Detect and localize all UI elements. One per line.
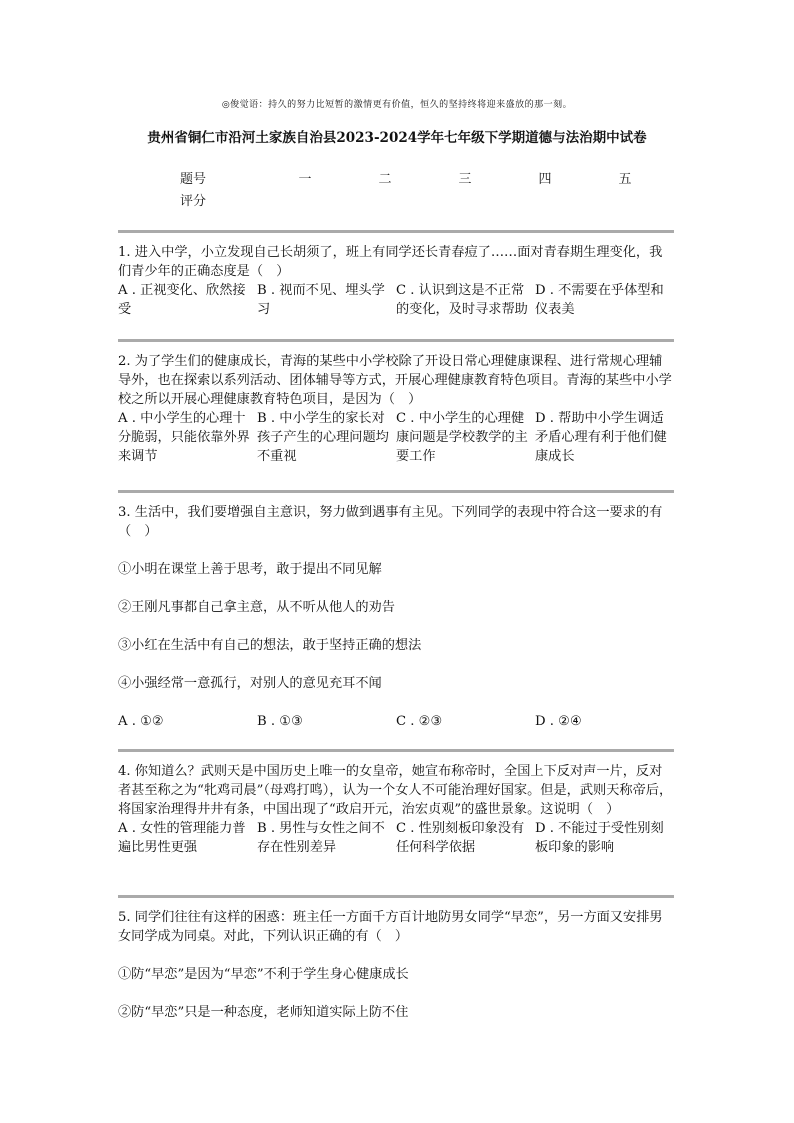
question-stem: 2. 为了学生们的健康成长，青海的某些中小学校除了开设日常心理健康课程、进行常规心理辅导外，也在探索以系列活动、团体辅导等方式，开展心理健康教育特色项目。青海的某些中小学校之所以开展心理健康教育特色项目，是因为（ ）	[118, 354, 672, 407]
column-1: 一	[298, 171, 312, 187]
option-c[interactable]: C . 认识到这是不正常的变化，及时寻求帮助	[396, 283, 528, 317]
divider	[118, 749, 674, 752]
option-b[interactable]: B . 视而不见、埋头学习	[257, 283, 385, 317]
options-row	[118, 819, 674, 857]
options-row	[118, 712, 674, 731]
option-a[interactable]: A . 正视变化、欣然接受	[118, 283, 246, 317]
statement-item: ④小强经常一意孤行，对别人的意见充耳不闻	[118, 676, 382, 691]
divider	[118, 339, 674, 342]
statement-item: ③小红在生活中有自己的想法，敢于坚持正确的想法	[118, 638, 422, 653]
exam-title: 贵州省铜仁市沿河土家族自治县2023-2024学年七年级下学期道德与法治期中试卷	[147, 130, 647, 146]
question-stem: 3. 生活中，我们要增强自主意识，努力做到遇事有主见。下列同学的表现中符合这一要求的有（ ）	[118, 505, 663, 539]
question-5	[118, 895, 674, 1022]
option-a[interactable]: A . 中小学生的心理十分脆弱，只能依靠外界来调节	[118, 411, 250, 464]
option-b[interactable]: B . ①③	[257, 714, 303, 729]
column-3: 三	[458, 171, 472, 187]
row-label-score: 评分	[180, 193, 207, 209]
divider	[118, 230, 674, 233]
statement-item: ①防“早恋”是因为“早恋”不利于学生身心健康成长	[118, 967, 409, 982]
statement-item: ②防“早恋”只是一种态度，老师知道实际上防不住	[118, 1005, 409, 1020]
option-a[interactable]: A . 女性的管理能力普遍比男性更强	[118, 821, 246, 855]
options-row	[118, 409, 674, 466]
question-2	[118, 339, 674, 466]
column-2: 二	[378, 171, 392, 187]
question-1	[118, 230, 674, 319]
column-5: 五	[618, 171, 632, 187]
statement-item: ①小明在课堂上善于思考，敢于提出不同见解	[118, 562, 382, 577]
option-c[interactable]: C . ②③	[396, 714, 443, 729]
score-header-row	[180, 166, 665, 188]
question-stem: 5. 同学们往往有这样的困惑：班主任一方面千方百计地防男女同学“早恋”，另一方面又安排男女同学成为同桌。对此，下列认识正确的有（ ）	[118, 910, 663, 944]
option-d[interactable]: D . ②④	[535, 714, 582, 729]
motto-line: ◎俊觉语：持久的努力比短暂的激情更有价值，恒久的坚持终将迎来盛放的那一刻。	[221, 100, 573, 110]
question-stem: 4. 你知道么？武则天是中国历史上唯一的女皇帝，她宣布称帝时，全国上下反对声一片，反对者甚至称之为“牝鸡司晨”（母鸡打鸣），认为一个女人不可能治理好国家。但是，武则天称帝后，将国家治理得井井有条，中国出现了“政启开元，治宏贞观”的盛世景象。这说明（ ）	[118, 764, 673, 817]
column-4: 四	[538, 171, 552, 187]
option-c[interactable]: C . 性别刻板印象没有任何科学依据	[396, 821, 525, 855]
option-b[interactable]: B . 中小学生的家长对孩子产生的心理问题均不重视	[257, 411, 389, 464]
option-d[interactable]: D . 帮助中小学生调适矛盾心理有利于他们健康成长	[535, 411, 667, 464]
score-table	[180, 166, 665, 210]
option-a[interactable]: A . ①②	[118, 714, 164, 729]
divider	[118, 895, 674, 898]
row-label-question-no: 题号	[180, 171, 207, 187]
option-d[interactable]: D . 不需要在乎体型和仪表美	[535, 283, 664, 317]
score-row	[180, 188, 665, 210]
option-c[interactable]: C . 中小学生的心理健康问题是学校教学的主要工作	[396, 411, 528, 464]
options-row	[118, 281, 674, 319]
question-stem: 1. 进入中学，小立发现自己长胡须了，班上有同学还长青春痘了……面对青春期生理变化，我们青少年的正确态度是（ ）	[118, 245, 663, 279]
statement-item: ②王刚凡事都自己拿主意，从不听从他人的劝告	[118, 600, 395, 615]
question-4	[118, 749, 674, 857]
question-3	[118, 490, 674, 731]
divider	[118, 490, 674, 493]
option-b[interactable]: B . 男性与女性之间不存在性别差异	[257, 821, 385, 855]
option-d[interactable]: D . 不能过于受性别刻板印象的影响	[535, 821, 664, 855]
